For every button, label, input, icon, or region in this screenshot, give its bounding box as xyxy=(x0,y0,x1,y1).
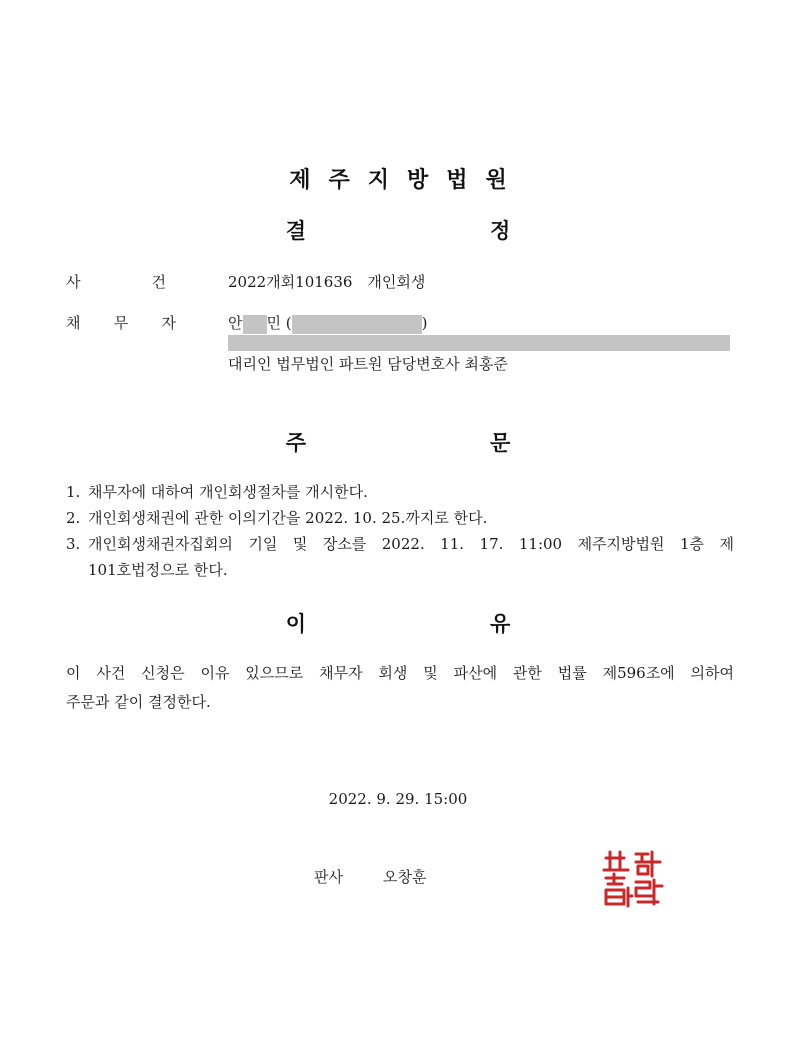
case-number: 2022개회101636 개인회생 xyxy=(228,273,426,291)
order-heading xyxy=(0,427,796,457)
order-heading-right: 문 xyxy=(490,431,511,455)
order-item xyxy=(66,531,734,583)
document-title-right: 정 xyxy=(490,219,511,243)
debtor-label-char-1: 채 xyxy=(66,314,81,332)
redacted-name-box xyxy=(243,315,267,334)
debtor-paren-open: ( xyxy=(285,314,292,332)
document-title xyxy=(0,215,796,245)
debtor-name xyxy=(228,313,428,334)
debtor-paren-close: ) xyxy=(421,314,428,332)
order-item xyxy=(66,479,734,505)
debtor-label-char-3: 자 xyxy=(161,314,176,332)
order-heading-left: 주 xyxy=(285,431,306,455)
reason-line-2: 주문과 같이 결정한다. xyxy=(66,693,211,711)
reason-heading-right: 유 xyxy=(490,612,511,636)
agent-text: 대리인 법무법인 파트원 담당변호사 최홍준 xyxy=(228,355,508,373)
document-title-left: 결 xyxy=(285,219,306,243)
order-list xyxy=(66,479,734,583)
order-item-text: 개인회생채권에 관한 이의기간을 2022. 10. 25.까지로 한다. xyxy=(88,509,488,527)
case-label-left: 사 xyxy=(66,273,81,291)
order-item-text: 채무자에 대하여 개인회생절차를 개시한다. xyxy=(88,483,368,501)
debtor-name-first: 안 xyxy=(228,314,243,332)
case-label xyxy=(66,272,166,292)
debtor-label xyxy=(66,313,176,333)
court-name: 제주지방법원 xyxy=(289,168,525,193)
reason-heading xyxy=(0,608,796,638)
judge-signature-line xyxy=(314,866,426,887)
order-item-text-line1: 개인회생채권자집회의 기일 및 장소를 2022. 11. 17. 11:00 제주지방법원 1층 제 xyxy=(88,535,734,553)
decision-date: 2022. 9. 29. 15:00 xyxy=(328,790,468,808)
order-item xyxy=(66,505,734,531)
reason-text xyxy=(66,659,734,717)
order-item-number: 3. xyxy=(66,535,81,553)
redacted-id-box xyxy=(292,315,422,334)
order-item-text-line2: 101호법정으로 한다. xyxy=(88,561,228,579)
judge-title: 판사 xyxy=(314,868,343,886)
reason-line-1: 이 사건 신청은 이유 있으므로 채무자 회생 및 파산에 관한 법률 제596조에 의하여 xyxy=(66,664,734,682)
debtor-name-last: 민 xyxy=(266,314,281,332)
order-item-number: 1. xyxy=(66,483,81,501)
judge-name: 오창훈 xyxy=(382,868,427,886)
case-label-right: 건 xyxy=(151,273,166,291)
reason-heading-left: 이 xyxy=(285,612,306,636)
debtor-label-char-2: 무 xyxy=(113,314,129,332)
court-seal-icon xyxy=(600,848,666,910)
order-item-number: 2. xyxy=(66,509,81,527)
redacted-address-bar xyxy=(228,335,730,351)
